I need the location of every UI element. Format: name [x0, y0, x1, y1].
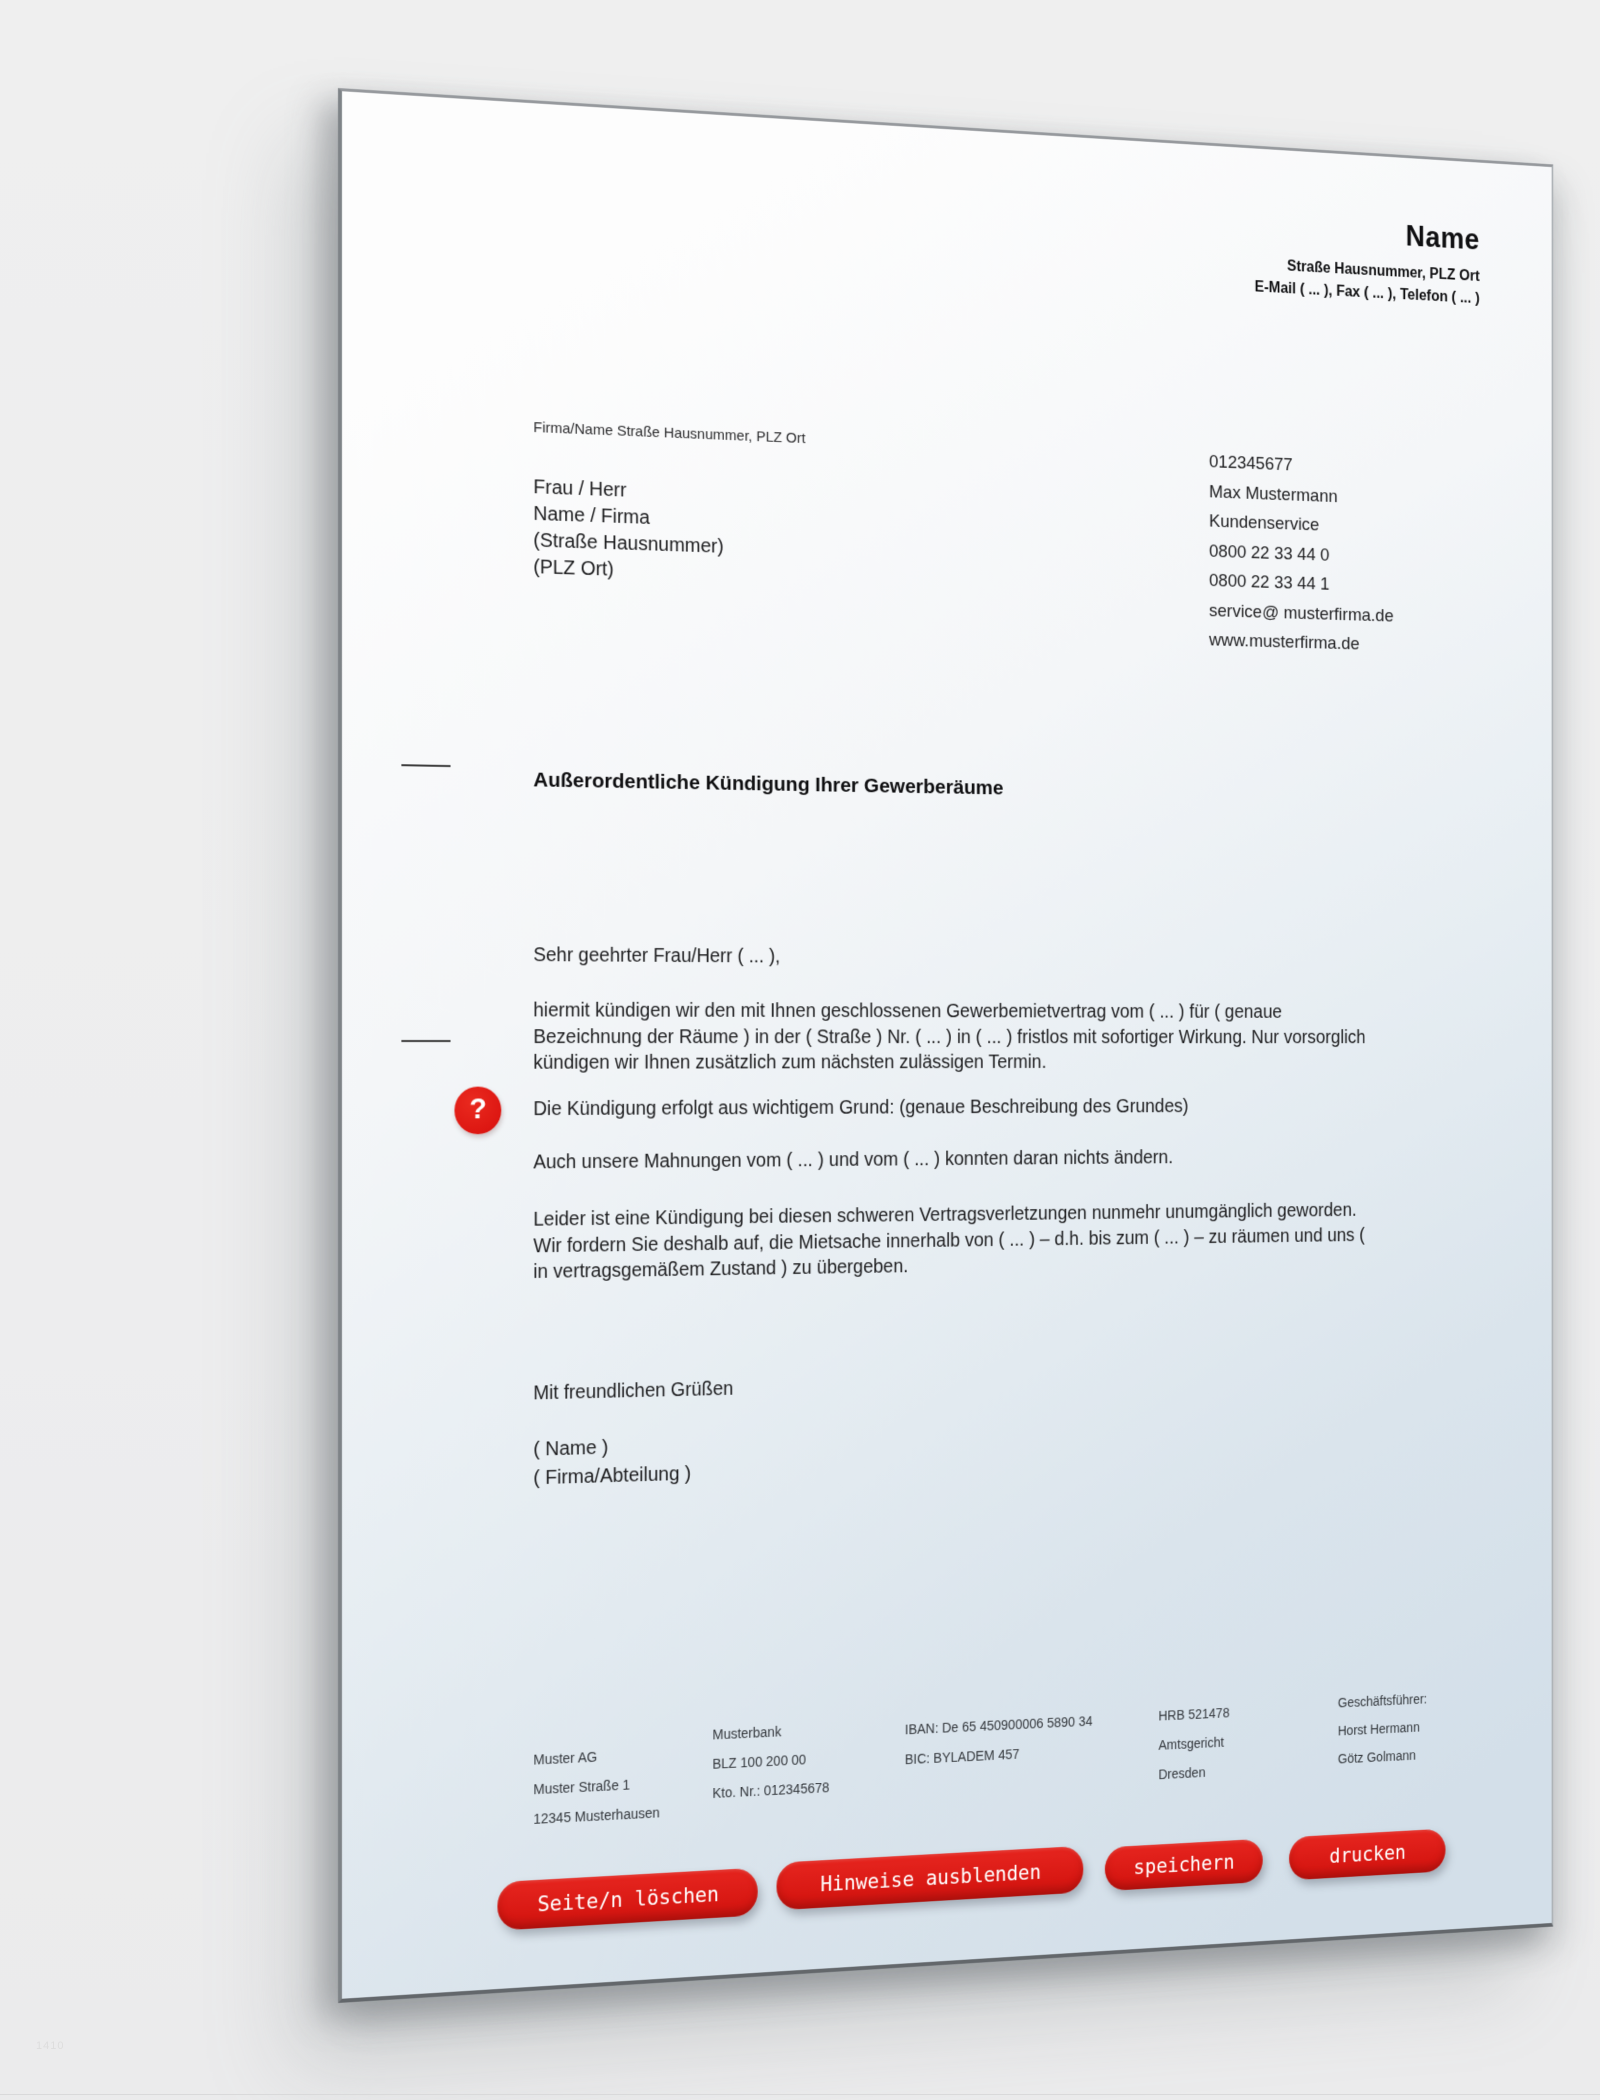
footer-bank-column [712, 1715, 829, 1808]
delete-pages-button[interactable]: Seite/n löschen [497, 1868, 757, 1931]
sender-return-line: Firma/Name Straße Hausnummer, PLZ Ort [533, 419, 806, 447]
contact-phone: 0800 22 33 44 0 [1209, 541, 1330, 565]
footer-line: Kto. Nr.: 012345678 [712, 1779, 830, 1801]
help-icon[interactable] [454, 1087, 501, 1135]
letter-page [338, 88, 1553, 2003]
fold-mark-top [401, 764, 450, 767]
footer-line: Horst Hermann [1337, 1719, 1420, 1739]
footer-line: Geschäftsführer: [1337, 1691, 1428, 1711]
footer-line: BIC: BYLADEM 457 [904, 1746, 1020, 1768]
hide-hints-button[interactable]: Hinweise ausblenden [777, 1846, 1084, 1911]
letterhead [1023, 197, 1480, 308]
footer-line: 12345 Musterhausen [533, 1804, 660, 1827]
fold-mark-middle [401, 1040, 450, 1042]
letterhead-contact: E-Mail ( ... ), Fax ( ... ), Telefon ( ... ) [1254, 279, 1480, 307]
subject-line: Außerordentliche Kündigung Ihrer Gewerberäume [533, 768, 1004, 800]
footer-line: Götz Golmann [1337, 1747, 1416, 1767]
recipient-line: Name / Firma [533, 503, 650, 529]
print-button[interactable]: drucken [1289, 1829, 1445, 1881]
contact-info-block [1209, 447, 1394, 660]
contact-email: service@ musterfirma.de [1209, 600, 1394, 626]
signature-line: ( Firma/Abteilung ) [533, 1463, 692, 1490]
footer-line: HRB 521478 [1158, 1704, 1230, 1724]
contact-fax: 0800 22 33 44 1 [1209, 570, 1330, 595]
salutation: Sehr geehrter Frau/Herr ( ... ), [533, 944, 781, 968]
contact-id: 012345677 [1209, 452, 1293, 476]
recipient-address-block [533, 474, 723, 586]
footer-line: IBAN: De 65 450900006 5890 34 [904, 1713, 1093, 1738]
question-mark-glyph: ? [469, 1093, 487, 1125]
recipient-line: Frau / Herr [533, 476, 627, 502]
footer-management-column [1338, 1685, 1427, 1773]
body-paragraph: Leider ist eine Kündigung bei diesen schweren Vertragsverletzungen nunmehr unumgänglich geworden. Wir fordern Sie deshalb auf, die Mietsache innerhalb von ( ... ) – d.h. bis zum ( ... ) – zu räumen und uns ( in vertragsgemäßem Zustand ) zu übergeben. [533, 1199, 1365, 1283]
save-button[interactable]: speichern [1105, 1839, 1263, 1891]
recipient-line: (Straße Hausnummer) [533, 529, 724, 558]
signature-block [533, 1432, 691, 1493]
contact-website: www.musterfirma.de [1209, 630, 1360, 655]
body-paragraph: Die Kündigung erfolgt aus wichtigem Grund: (genaue Beschreibung des Grundes) [533, 1096, 1189, 1121]
footer-line: Dresden [1158, 1764, 1206, 1783]
contact-person: Max Mustermann [1209, 481, 1338, 507]
footer-company-column [533, 1739, 659, 1834]
footer-iban-column [905, 1707, 1093, 1775]
closing-line: Mit freundlichen Grüßen [533, 1378, 734, 1405]
corner-watermark: 1410 [36, 2040, 65, 2052]
recipient-line: (PLZ Ort) [533, 556, 614, 581]
footer-line: Muster AG [533, 1748, 598, 1768]
signature-line: ( Name ) [533, 1436, 609, 1461]
footer-line: Amtsgericht [1158, 1734, 1224, 1753]
footer-line: BLZ 100 200 00 [712, 1751, 807, 1772]
footer-line: Muster Straße 1 [533, 1776, 631, 1798]
letterhead-address: Straße Hausnummer, PLZ Ort [1287, 258, 1480, 285]
letterhead-name: Name [1405, 219, 1480, 257]
body-paragraph: Auch unsere Mahnungen vom ( ... ) und vom ( ... ) konnten daran nichts ändern. [533, 1147, 1174, 1174]
footer-line: Musterbank [712, 1723, 782, 1743]
contact-department: Kundenservice [1209, 511, 1320, 536]
footer-register-column [1158, 1698, 1229, 1789]
body-paragraph: hiermit kündigen wir den mit Ihnen geschlossenen Gewerbemietvertrag vom ( ... ) für ( genaue Bezeichnung der Räume ) in der ( Straße ) Nr. ( ... ) in ( ... ) fristlos mit sofortiger Wirkung. Nur vorsorglich kündigen wir Ihnen zusätzlich zum nächsten zulässigen Termin. [533, 999, 1366, 1074]
